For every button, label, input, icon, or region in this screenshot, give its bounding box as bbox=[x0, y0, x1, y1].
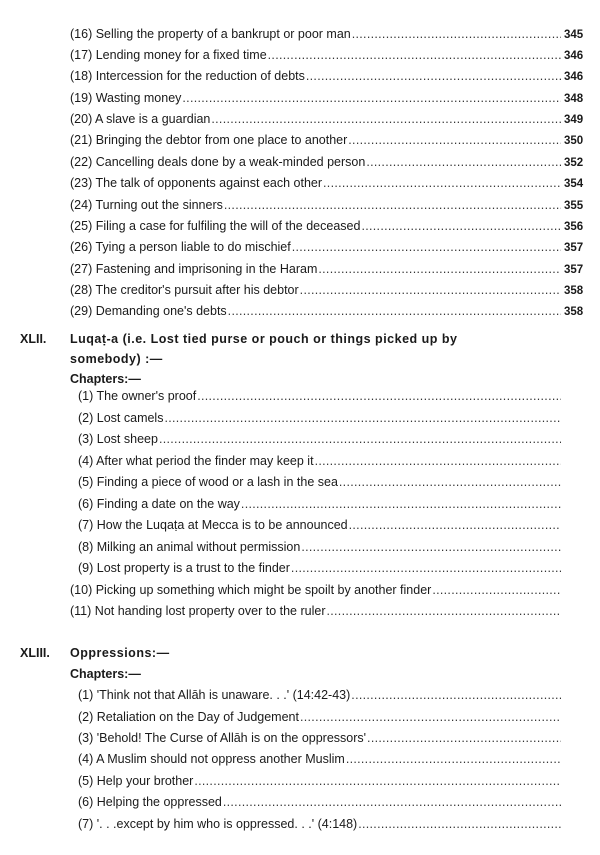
entry-number: (19) bbox=[70, 91, 93, 105]
leader-dots bbox=[223, 792, 561, 813]
entry-number: (17) bbox=[70, 48, 93, 62]
entry-title: Lost property is a trust to the finder bbox=[96, 561, 290, 575]
toc-entry bbox=[78, 451, 590, 472]
entry-number: (7) bbox=[78, 518, 94, 532]
leader-dots bbox=[323, 173, 561, 194]
leader-dots bbox=[194, 771, 561, 792]
leader-dots bbox=[292, 237, 561, 258]
toc-entry bbox=[78, 537, 590, 558]
entry-title: Intercession for the reduction of debts bbox=[95, 69, 305, 83]
toc-entry bbox=[78, 386, 590, 407]
entry-title: Bringing the debtor from one place to another bbox=[95, 133, 348, 147]
toc-entry bbox=[78, 685, 590, 706]
entry-number: (7) bbox=[78, 817, 94, 831]
leader-dots bbox=[351, 685, 561, 706]
leader-dots bbox=[352, 24, 561, 45]
entry-number: (4) bbox=[78, 752, 94, 766]
entry-number: (2) bbox=[78, 411, 94, 425]
entry-page: 348 bbox=[564, 93, 584, 105]
book-number: XLIII. bbox=[20, 646, 50, 660]
toc-entry bbox=[78, 494, 590, 515]
entry-title: Lending money for a fixed time bbox=[95, 48, 267, 62]
toc-entry bbox=[78, 515, 590, 536]
toc-entry bbox=[70, 152, 590, 173]
entry-page: 355 bbox=[564, 200, 584, 212]
entry-title: Not handing lost property over to the ruler bbox=[94, 604, 326, 618]
entry-title: Demanding one's debts bbox=[95, 304, 227, 318]
entry-number: (21) bbox=[70, 133, 93, 147]
leader-dots bbox=[291, 558, 561, 579]
entry-title: Wasting money bbox=[95, 91, 182, 105]
toc-entry bbox=[70, 173, 590, 194]
toc-entry bbox=[78, 814, 590, 835]
entry-title: Filing a case for fulfiling the will of the deceased bbox=[95, 219, 361, 233]
entry-number: (9) bbox=[78, 561, 94, 575]
toc-entry bbox=[70, 24, 590, 45]
entry-number: (5) bbox=[78, 475, 94, 489]
entry-number: (1) bbox=[78, 688, 94, 702]
leader-dots bbox=[348, 130, 561, 151]
leader-dots bbox=[318, 259, 561, 280]
entry-title: A slave is a guardian bbox=[95, 112, 211, 126]
entry-number: (25) bbox=[70, 219, 93, 233]
entry-title: The creditor's pursuit after his debtor bbox=[95, 283, 299, 297]
toc-entry bbox=[78, 472, 590, 493]
leader-dots bbox=[300, 707, 561, 728]
leader-dots bbox=[224, 195, 561, 216]
toc-entry bbox=[70, 216, 590, 237]
entry-number: (10) bbox=[70, 583, 93, 597]
entry-page: 358 bbox=[564, 285, 584, 297]
toc-entry bbox=[70, 45, 590, 66]
entry-page: 357 bbox=[564, 242, 584, 254]
toc-entry bbox=[78, 429, 590, 450]
leader-dots bbox=[346, 749, 561, 770]
leader-dots bbox=[211, 109, 561, 130]
entry-number: (16) bbox=[70, 27, 93, 41]
entry-number: (3) bbox=[78, 731, 94, 745]
chapters-heading: Chapters:— bbox=[70, 372, 141, 386]
leader-dots bbox=[182, 88, 561, 109]
entry-number: (20) bbox=[70, 112, 93, 126]
entry-title: Cancelling deals done by a weak-minded person bbox=[95, 155, 366, 169]
leader-dots bbox=[164, 408, 561, 429]
entry-title: Help your brother bbox=[96, 774, 194, 788]
leader-dots bbox=[339, 472, 561, 493]
toc-entry bbox=[70, 130, 590, 151]
entry-title: Lost camels bbox=[96, 411, 164, 425]
leader-dots bbox=[358, 814, 561, 835]
toc-entry bbox=[78, 749, 590, 770]
leader-dots bbox=[197, 386, 561, 407]
toc-entry bbox=[78, 707, 590, 728]
entry-page: 350 bbox=[564, 135, 584, 147]
toc-entry bbox=[70, 109, 590, 130]
toc-entry bbox=[70, 301, 590, 322]
entry-title: Fastening and imprisoning in the Haram bbox=[95, 262, 318, 276]
toc-entry bbox=[70, 66, 590, 87]
leader-dots bbox=[326, 601, 561, 622]
entry-page: 349 bbox=[564, 114, 584, 126]
leader-dots bbox=[268, 45, 561, 66]
leader-dots bbox=[241, 494, 561, 515]
leader-dots bbox=[366, 152, 561, 173]
entry-number: (11) bbox=[70, 604, 92, 618]
entry-title: Milking an animal without permission bbox=[96, 540, 301, 554]
leader-dots bbox=[349, 515, 561, 536]
entry-page: 354 bbox=[564, 178, 584, 190]
toc-entry bbox=[78, 792, 590, 813]
entry-title: The owner's proof bbox=[96, 389, 197, 403]
leader-dots bbox=[432, 580, 561, 601]
toc-entry bbox=[70, 237, 590, 258]
entry-page: 356 bbox=[564, 221, 584, 233]
entry-number: (2) bbox=[78, 710, 94, 724]
entry-title: Selling the property of a bankrupt or poor man bbox=[95, 27, 351, 41]
entry-page: 345 bbox=[564, 29, 584, 41]
entry-number: (5) bbox=[78, 774, 94, 788]
entry-number: (8) bbox=[78, 540, 94, 554]
chapters-heading: Chapters:— bbox=[70, 667, 141, 681]
entry-number: (27) bbox=[70, 262, 93, 276]
entry-number: (24) bbox=[70, 198, 93, 212]
entry-number: (3) bbox=[78, 432, 94, 446]
leader-dots bbox=[306, 66, 561, 87]
book-title: Oppressions:— bbox=[70, 646, 170, 660]
entry-number: (26) bbox=[70, 240, 93, 254]
leader-dots bbox=[367, 728, 561, 749]
entry-title: After what period the finder may keep it bbox=[96, 454, 314, 468]
entry-number: (18) bbox=[70, 69, 93, 83]
toc-entry bbox=[78, 728, 590, 749]
entry-page: 352 bbox=[564, 157, 584, 169]
entry-title: Finding a piece of wood or a lash in the sea bbox=[96, 475, 338, 489]
entry-title: 'Think not that Allāh is unaware. . .' (14:42-43) bbox=[96, 688, 351, 702]
entry-number: (28) bbox=[70, 283, 93, 297]
book-number: XLII. bbox=[20, 332, 47, 346]
toc-entry bbox=[70, 259, 590, 280]
entry-page: 358 bbox=[564, 306, 584, 318]
entry-title: 'Behold! The Curse of Allāh is on the oppressors' bbox=[96, 731, 367, 745]
toc-entry bbox=[70, 88, 590, 109]
entry-title: Lost sheep bbox=[96, 432, 158, 446]
toc-entry bbox=[70, 580, 590, 601]
leader-dots bbox=[361, 216, 561, 237]
entry-number: (23) bbox=[70, 176, 93, 190]
entry-number: (6) bbox=[78, 795, 94, 809]
entry-title: Helping the oppressed bbox=[96, 795, 222, 809]
entry-title: Turning out the sinners bbox=[95, 198, 223, 212]
toc-entry bbox=[70, 601, 590, 622]
entry-title: Picking up something which might be spoilt by another finder bbox=[95, 583, 432, 597]
entry-number: (4) bbox=[78, 454, 94, 468]
toc-entry bbox=[78, 771, 590, 792]
toc-entry bbox=[78, 408, 590, 429]
leader-dots bbox=[301, 537, 561, 558]
entry-title: Finding a date on the way bbox=[96, 497, 240, 511]
entry-number: (1) bbox=[78, 389, 94, 403]
toc-entry bbox=[70, 195, 590, 216]
entry-number: (6) bbox=[78, 497, 94, 511]
entry-page: 357 bbox=[564, 264, 584, 276]
toc-entry bbox=[70, 280, 590, 301]
entry-page: 346 bbox=[564, 71, 584, 83]
toc-entry bbox=[78, 558, 590, 579]
entry-title: How the Luqaṭa at Mecca is to be announced bbox=[96, 518, 348, 532]
entry-title: Retaliation on the Day of Judgement bbox=[96, 710, 299, 724]
leader-dots bbox=[159, 429, 561, 450]
leader-dots bbox=[315, 451, 561, 472]
entry-number: (22) bbox=[70, 155, 93, 169]
entry-title: '. . .except by him who is oppressed. . .' (4:148) bbox=[96, 817, 358, 831]
leader-dots bbox=[228, 301, 561, 322]
entry-title: Tying a person liable to do mischief bbox=[95, 240, 291, 254]
entry-page: 346 bbox=[564, 50, 584, 62]
book-title: Luqaṭ-a (i.e. Lost tied purse or pouch or things picked up by somebody) :— bbox=[70, 332, 458, 366]
entry-title: The talk of opponents against each other bbox=[95, 176, 323, 190]
leader-dots bbox=[300, 280, 561, 301]
entry-number: (29) bbox=[70, 304, 93, 318]
entry-title: A Muslim should not oppress another Muslim bbox=[96, 752, 345, 766]
